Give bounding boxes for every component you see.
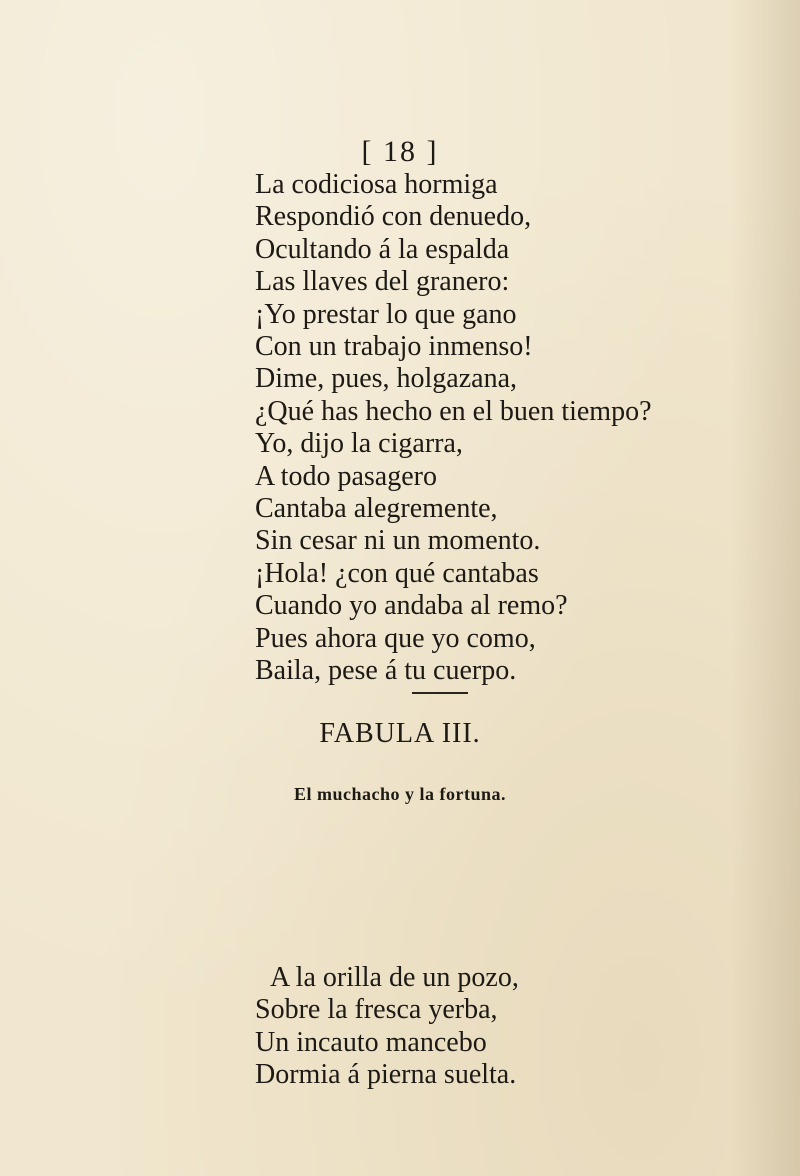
section-divider [412, 692, 468, 694]
verse-line: La codiciosa hormiga [255, 169, 498, 200]
verse-line: Sin cesar ni un momento. [255, 525, 541, 557]
verse-line: ¡Yo prestar lo que gano [255, 298, 517, 330]
stanza-one [255, 169, 652, 688]
fable-subtitle: El muchacho y la fortuna. [293, 784, 506, 804]
verse-line: ¡Hola! ¿con qué cantabas [255, 557, 539, 589]
verse-line: A todo pasagero [255, 460, 437, 492]
verse-line: Yo, dijo la cigarra, [255, 428, 463, 460]
verse-line: Baila, pese á tu cuerpo. [255, 655, 517, 687]
verse-line: Respondió con denuedo, [255, 201, 532, 233]
verse-line: Dormia á pierna suelta. [255, 1059, 517, 1091]
verse-line: Ocultando á la espalda [255, 233, 510, 265]
verse-line: Cuando yo andaba al remo? [255, 590, 568, 622]
verse-line: Con un trabajo inmenso! [255, 331, 533, 363]
verse-line: ¿Qué has hecho en el buen tiempo? [255, 395, 652, 427]
verse-line: Dime, pues, holgazana, [255, 363, 518, 395]
verse-line: Las llaves del granero: [255, 266, 510, 298]
verse-line: Un incauto mancebo [255, 1026, 487, 1058]
verse-line: A la orilla de un pozo, [270, 962, 519, 993]
verse-line: Cantaba alegremente, [255, 493, 498, 525]
page-number: [ 18 ] [361, 135, 439, 168]
page-edge-shadow [730, 0, 800, 1176]
fable-title: FABULA III. [319, 718, 481, 749]
stanza-two [255, 962, 519, 1092]
verse-line: Sobre la fresca yerba, [255, 994, 498, 1026]
verse-line: Pues ahora que yo como, [255, 622, 536, 654]
